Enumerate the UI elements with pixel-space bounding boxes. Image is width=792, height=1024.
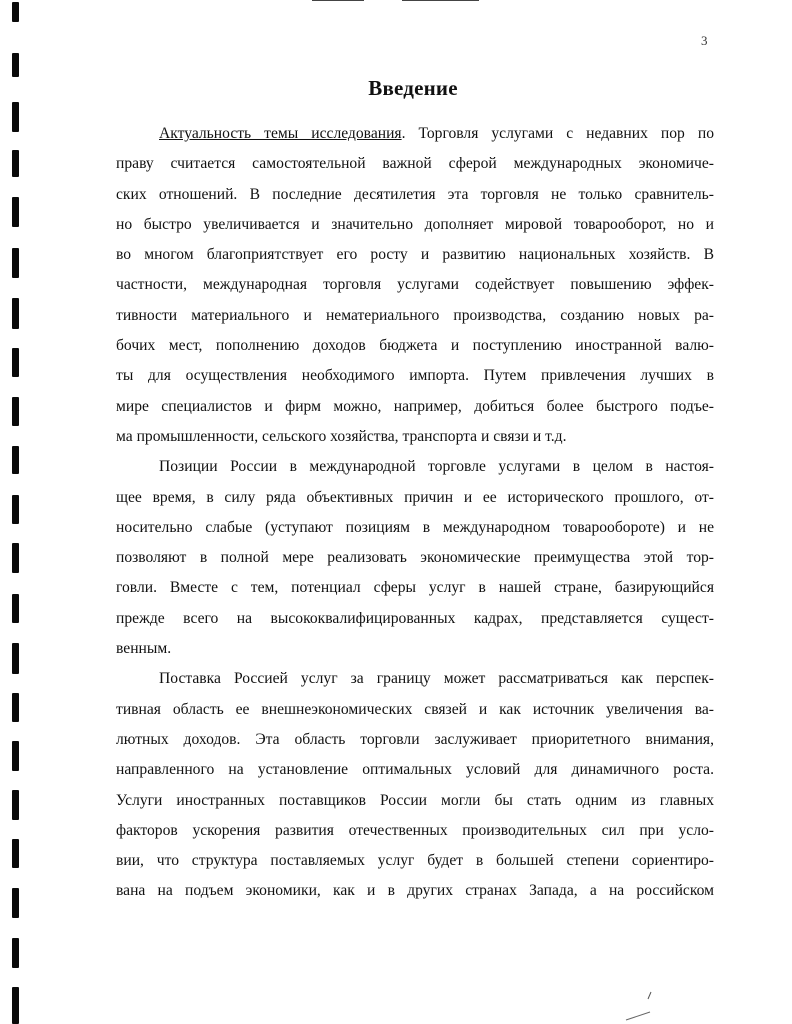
text-line: но быстро увеличивается и значительно дополняет мировой товарооборот, но и (116, 215, 714, 233)
binding-mark (12, 197, 19, 227)
binding-mark (12, 594, 19, 623)
scan-artifact-stroke (648, 992, 651, 999)
page-title: Введение (368, 76, 458, 100)
scan-top-rule (312, 0, 364, 1)
binding-mark (12, 495, 19, 524)
binding-mark (12, 938, 19, 968)
text-line: Поставка Россией услуг за границу может рассматриваться как перспек- (159, 670, 714, 688)
text-line: тивности материального и нематериального производства, созданию новых ра- (116, 306, 714, 324)
text-line: Услуги иностранных поставщиков России могли бы стать одним из главных (116, 791, 714, 809)
text-line: ты для осуществления необходимого импорта. Путем привлечения лучших в (116, 367, 714, 385)
binding-mark (12, 348, 19, 377)
text-line: позволяют в полной мере реализовать экономические преимущества этой тор- (116, 549, 714, 567)
binding-mark (12, 248, 19, 278)
binding-mark (12, 2, 19, 22)
text-line: носительно слабые (уступают позициям в международном товарообороте) и не (116, 518, 714, 536)
binding-mark (12, 693, 19, 722)
text-line: бочих мест, пополнению доходов бюджета и поступлению иностранной валю- (116, 337, 714, 355)
text-line: направленного на установление оптимальных условий для динамичного роста. (116, 761, 714, 779)
binding-mark (12, 790, 19, 820)
text-line: во многом благоприятствует его росту и развитию национальных хозяйств. В (116, 246, 714, 264)
binding-mark (12, 543, 19, 573)
scan-artifact (620, 990, 660, 1024)
binding-mark (12, 397, 19, 426)
binding-mark (12, 888, 19, 918)
page-number: 3 (701, 33, 708, 48)
text-line: Позиции России в международной торговле услугами в целом в настоя- (159, 458, 714, 476)
text-line-content: . Торговля услугами с недавних пор по (401, 125, 714, 142)
binding-mark (12, 102, 19, 132)
text-line: частности, международная торговля услугами содействует повышению эффек- (116, 276, 714, 294)
binding-mark (12, 839, 19, 868)
binding-mark (12, 987, 19, 1024)
text-line: говли. Вместе с тем, потенциал сферы услуг в нашей стране, базирующийся (116, 579, 714, 597)
text-line: ма промышленности, сельского хозяйства, транспорта и связи и т.д. (116, 427, 567, 445)
text-line: факторов ускорения развития отечественных производительных сил при усло- (116, 821, 714, 839)
body-text (116, 119, 714, 907)
binding-mark (12, 741, 19, 771)
binding-mark (12, 643, 19, 674)
text-line (116, 119, 714, 149)
binding-marks (0, 0, 30, 1024)
binding-mark (12, 446, 19, 474)
text-line: мире специалистов и фирм можно, например, добиться более быстрого подъе- (116, 397, 714, 415)
scan-artifact-stroke (626, 1012, 650, 1020)
text-line: щее время, в силу ряда объективных причин и ее исторического прошлого, от- (116, 488, 714, 506)
text-line: праву считается самостоятельной важной сферой международных экономиче- (116, 155, 714, 173)
text-line: прежде всего на высококвалифицированных кадрах, представляется сущест- (116, 609, 714, 627)
text-line: тивная область ее внешнеэкономических связей и как источник увеличения ва- (116, 700, 714, 718)
text-line: лютных доходов. Эта область торговли заслуживает приоритетного внимания, (116, 730, 714, 748)
text-line: вана на подъем экономики, как и в других странах Запада, а на российском (116, 882, 714, 900)
lead-phrase: Актуальность темы исследования (159, 125, 402, 142)
text-line: вии, что структура поставляемых услуг будет в большей степени сориентиро- (116, 852, 714, 870)
binding-mark (12, 298, 19, 329)
binding-mark (12, 53, 19, 77)
binding-mark (12, 150, 19, 177)
text-line: ских отношений. В последние десятилетия эта торговля не только сравнитель- (116, 185, 714, 203)
text-line: венным. (116, 640, 172, 658)
scan-top-rule (402, 0, 479, 1)
